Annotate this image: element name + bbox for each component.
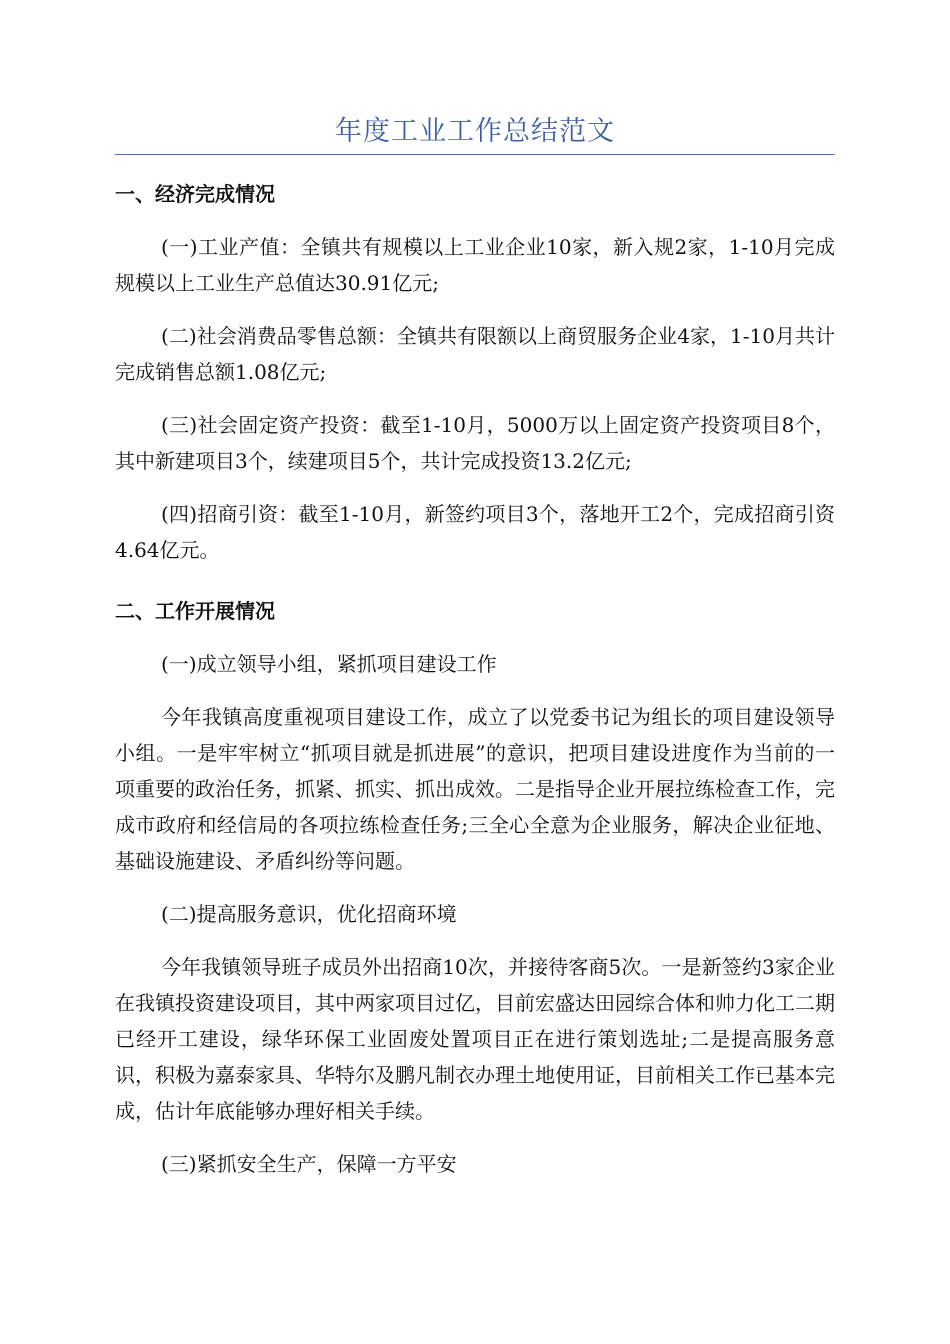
paragraph: (一)工业产值：全镇共有规模以上工业企业10家，新入规2家，1-10月完成规模以上工业生产总值达30.91亿元; — [115, 235, 835, 295]
document-title: 年度工业工作总结范文 — [335, 116, 615, 147]
section-heading: 一、经济完成情况 — [115, 182, 275, 206]
document-body — [115, 176, 835, 1199]
paragraph: 今年我镇领导班子成员外出招商10次，并接待客商5次。一是新签约3家企业在我镇投资建设项目，其中两家项目过亿，目前宏盛达田园综合体和帅力化工二期已经开工建设，绿华环保工业固废处置项目正在进行策划选址;二是提高服务意识，积极为嘉泰家具、华特尔及鹏凡制衣办理土地使用证，目前相关工作已基本完成，估计年底能够办理好相关手续。 — [115, 955, 835, 1123]
paragraph: 今年我镇高度重视项目建设工作，成立了以党委书记为组长的项目建设领导小组。一是牢牢树立“抓项目就是抓进展”的意识，把项目建设进度作为当前的一项重要的政治任务，抓紧、抓实、抓出成效。二是指导企业开展拉练检查工作，完成市政府和经信局的各项拉练检查任务;三全心全意为企业服务，解决企业征地、基础设施建设、矛盾纠纷等问题。 — [115, 705, 835, 873]
title-underline — [115, 154, 835, 155]
subheading: (一)成立领导小组，紧抓项目建设工作 — [161, 652, 497, 676]
subheading: (二)提高服务意识，优化招商环境 — [161, 902, 457, 926]
paragraph: (四)招商引资：截至1-10月，新签约项目3个，落地开工2个，完成招商引资4.64亿元。 — [115, 502, 835, 562]
section-heading: 二、工作开展情况 — [115, 599, 275, 623]
paragraph: (二)社会消费品零售总额：全镇共有限额以上商贸服务企业4家，1-10月共计完成销售总额1.08亿元; — [115, 324, 835, 384]
subheading: (三)紧抓安全生产，保障一方平安 — [161, 1152, 457, 1176]
paragraph: (三)社会固定资产投资：截至1-10月，5000万以上固定资产投资项目8个，其中新建项目3个，续建项目5个，共计完成投资13.2亿元; — [115, 413, 835, 473]
